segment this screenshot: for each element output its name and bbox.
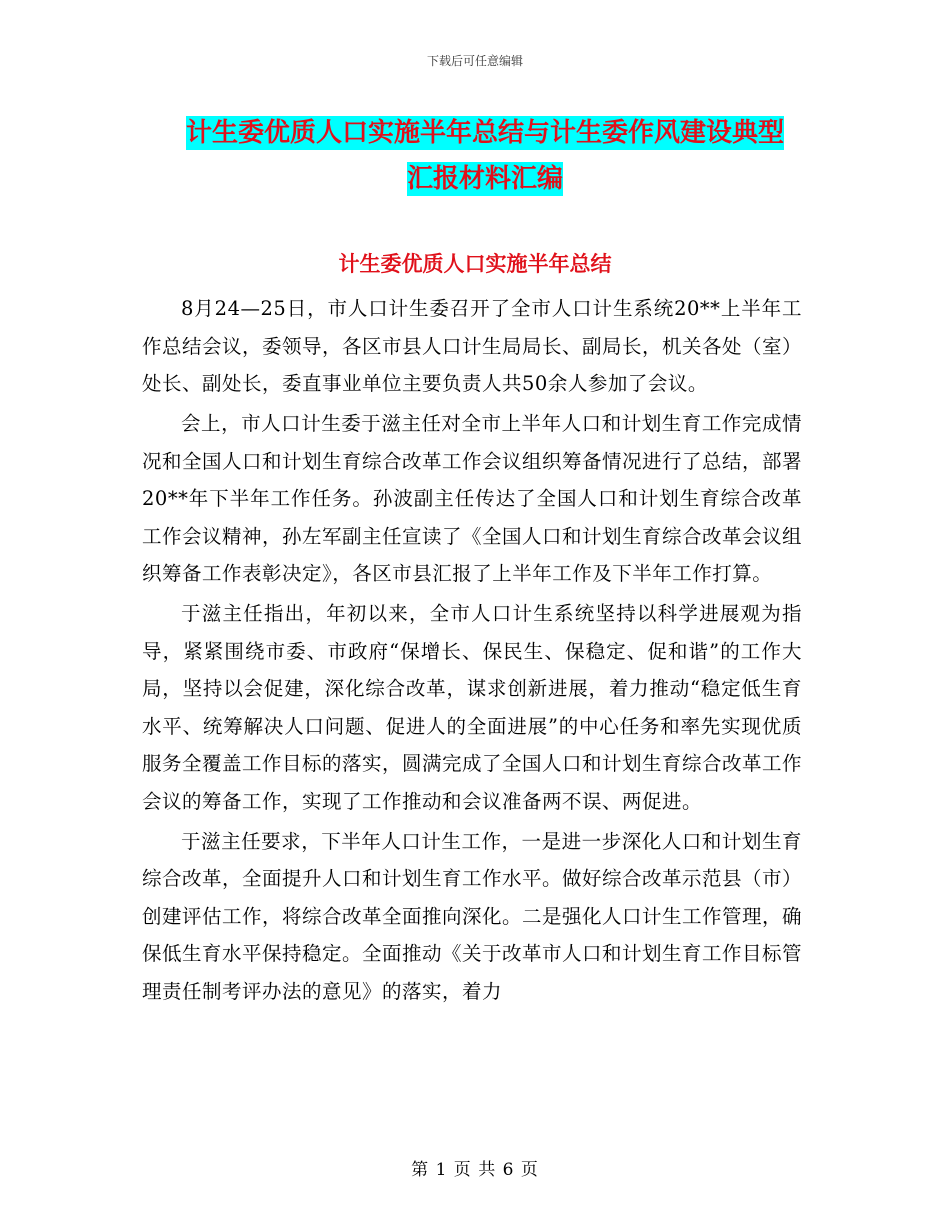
section-title: 计生委优质人口实施半年总结 — [338, 252, 612, 276]
document-title — [140, 110, 830, 202]
paragraph: 8月24—25日，市人口计生委召开了全市人口计生系统20**上半年工作总结会议，委领导，各区市县人口计生局局长、副局长，机关各处（室）处长、副处长，委直事业单位主要负责人共50余人参加了会议。 — [142, 297, 803, 395]
paragraph: 会上，市人口计生委于滋主任对全市上半年人口和计划生育工作完成情况和全国人口和计划生育综合改革工作会议组织筹备情况进行了总结，部署20**年下半年工作任务。孙波副主任传达了全国人口和计划生育综合改革工作会议精神，孙左军副主任宣读了《全国人口和计划生育综合改革会议组织筹备工作表彰决定》，各区市县汇报了上半年工作及下半年工作打算。 — [142, 412, 803, 585]
page-number-footer: 第 1 页 共 6 页 — [411, 1160, 539, 1180]
title-line-1: 计生委优质人口实施半年总结与计生委作风建设典型 — [185, 118, 784, 148]
header-note: 下载后可任意编辑 — [426, 54, 523, 68]
paragraph: 于滋主任指出，年初以来，全市人口计生系统坚持以科学进展观为指导，紧紧围绕市委、市政府“保增长、保民生、保稳定、促和谐”的工作大局，坚持以会促建，深化综合改革，谋求创新进展，着力推动“稳定低生育水平、统筹解决人口问题、促进人的全面进展”的中心任务和率先实现优质服务全覆盖工作目标的落实，圆满完成了全国人口和计划生育综合改革工作会议的筹备工作，实现了工作推动和会议准备两不误、两促进。 — [142, 602, 803, 813]
paragraph: 于滋主任要求，下半年人口计生工作，一是进一步深化人口和计划生育综合改革，全面提升人口和计划生育工作水平。做好综合改革示范县（市）创建评估工作，将综合改革全面推向深化。二是强化人口计生工作管理，确保低生育水平保持稳定。全面推动《关于改革市人口和计划生育工作目标管理责任制考评办法的意见》的落实，着力 — [142, 829, 803, 1003]
body-text — [142, 290, 802, 1013]
title-line-2: 汇报材料汇编 — [406, 164, 563, 194]
